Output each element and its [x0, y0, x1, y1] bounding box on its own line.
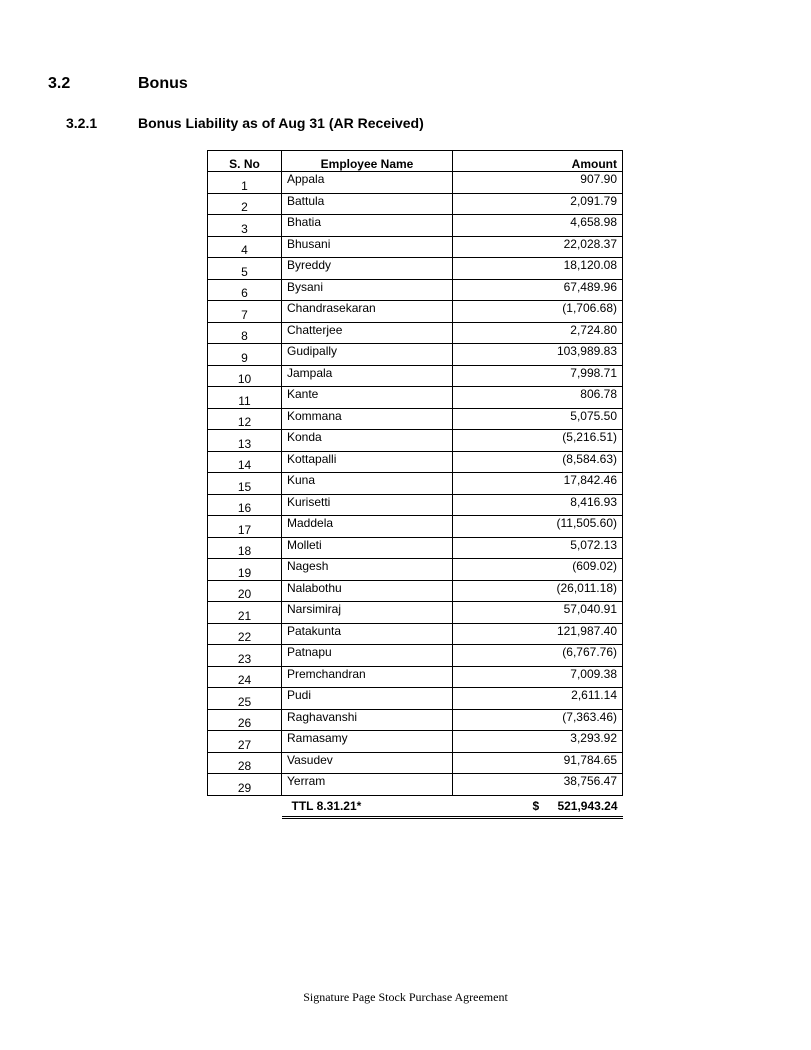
- sno-cell: 15: [208, 473, 282, 495]
- sno-cell: 4: [208, 236, 282, 258]
- employee-name-cell: Molleti: [282, 537, 453, 559]
- sno-cell: 22: [208, 623, 282, 645]
- sno-cell: 8: [208, 322, 282, 344]
- sno-cell: 25: [208, 688, 282, 710]
- amount-cell: 806.78: [453, 387, 623, 409]
- table-row: [208, 193, 623, 215]
- employee-name-cell: Premchandran: [282, 666, 453, 688]
- sno-cell: 6: [208, 279, 282, 301]
- employee-name-cell: Narsimiraj: [282, 602, 453, 624]
- employee-name-cell: Vasudev: [282, 752, 453, 774]
- employee-name-cell: Konda: [282, 430, 453, 452]
- header-amount: Amount: [453, 151, 623, 172]
- total-amount-cell: [453, 795, 623, 818]
- amount-cell: 67,489.96: [453, 279, 623, 301]
- subsection-number: 3.2.1: [66, 115, 98, 131]
- employee-name-cell: Patakunta: [282, 623, 453, 645]
- sno-cell: 21: [208, 602, 282, 624]
- employee-name-cell: Byreddy: [282, 258, 453, 280]
- table-body: [208, 172, 623, 796]
- amount-cell: 22,028.37: [453, 236, 623, 258]
- employee-name-cell: Nalabothu: [282, 580, 453, 602]
- sno-cell: 20: [208, 580, 282, 602]
- amount-cell: 91,784.65: [453, 752, 623, 774]
- sno-cell: 13: [208, 430, 282, 452]
- table-row: [208, 408, 623, 430]
- table-row: [208, 258, 623, 280]
- employee-name-cell: Kottapalli: [282, 451, 453, 473]
- amount-cell: (7,363.46): [453, 709, 623, 731]
- employee-name-cell: Bhatia: [282, 215, 453, 237]
- employee-name-cell: Pudi: [282, 688, 453, 710]
- table-row: [208, 365, 623, 387]
- employee-name-cell: Kante: [282, 387, 453, 409]
- amount-cell: 2,724.80: [453, 322, 623, 344]
- employee-name-cell: Bysani: [282, 279, 453, 301]
- amount-cell: 18,120.08: [453, 258, 623, 280]
- sno-cell: 9: [208, 344, 282, 366]
- table-header-row: [208, 151, 623, 172]
- section-heading: [48, 75, 188, 93]
- employee-name-cell: Nagesh: [282, 559, 453, 581]
- amount-cell: 2,091.79: [453, 193, 623, 215]
- table-row: [208, 709, 623, 731]
- amount-cell: (609.02): [453, 559, 623, 581]
- sno-cell: 14: [208, 451, 282, 473]
- amount-cell: 7,998.71: [453, 365, 623, 387]
- employee-name-cell: Chatterjee: [282, 322, 453, 344]
- table-row: [208, 172, 623, 194]
- total-currency: $: [532, 798, 540, 813]
- amount-cell: 5,072.13: [453, 537, 623, 559]
- total-label: TTL 8.31.21*: [282, 795, 453, 818]
- table-row: [208, 537, 623, 559]
- amount-cell: (5,216.51): [453, 430, 623, 452]
- amount-cell: 4,658.98: [453, 215, 623, 237]
- sno-cell: 11: [208, 387, 282, 409]
- table-row: [208, 602, 623, 624]
- sno-cell: 12: [208, 408, 282, 430]
- sno-cell: 24: [208, 666, 282, 688]
- table-row: [208, 451, 623, 473]
- sno-cell: 7: [208, 301, 282, 323]
- employee-name-cell: Chandrasekaran: [282, 301, 453, 323]
- table-row: [208, 623, 623, 645]
- sno-cell: 28: [208, 752, 282, 774]
- amount-cell: 7,009.38: [453, 666, 623, 688]
- amount-cell: (6,767.76): [453, 645, 623, 667]
- header-sno: S. No: [208, 151, 282, 172]
- table-row: [208, 215, 623, 237]
- amount-cell: 38,756.47: [453, 774, 623, 796]
- table-row: [208, 344, 623, 366]
- employee-name-cell: Patnapu: [282, 645, 453, 667]
- header-employee-name: Employee Name: [282, 151, 453, 172]
- amount-cell: (26,011.18): [453, 580, 623, 602]
- employee-name-cell: Gudipally: [282, 344, 453, 366]
- amount-cell: (11,505.60): [453, 516, 623, 538]
- total-row: [208, 795, 623, 818]
- employee-name-cell: Kurisetti: [282, 494, 453, 516]
- table-row: [208, 666, 623, 688]
- sno-cell: 2: [208, 193, 282, 215]
- table-row: [208, 580, 623, 602]
- table-row: [208, 387, 623, 409]
- table-row: [208, 559, 623, 581]
- amount-cell: (1,706.68): [453, 301, 623, 323]
- employee-name-cell: Kuna: [282, 473, 453, 495]
- table-row: [208, 645, 623, 667]
- table-row: [208, 774, 623, 796]
- sno-cell: 27: [208, 731, 282, 753]
- amount-cell: 907.90: [453, 172, 623, 194]
- amount-cell: 3,293.92: [453, 731, 623, 753]
- amount-cell: 2,611.14: [453, 688, 623, 710]
- subsection-title: Bonus Liability as of Aug 31 (AR Received): [138, 115, 424, 131]
- amount-cell: 5,075.50: [453, 408, 623, 430]
- section-number: 3.2: [48, 75, 71, 92]
- employee-name-cell: Kommana: [282, 408, 453, 430]
- table-row: [208, 494, 623, 516]
- section-title: Bonus: [138, 75, 188, 92]
- table-row: [208, 322, 623, 344]
- amount-cell: 103,989.83: [453, 344, 623, 366]
- subsection-heading: [66, 115, 424, 131]
- table-row: [208, 688, 623, 710]
- employee-name-cell: Raghavanshi: [282, 709, 453, 731]
- table-row: [208, 731, 623, 753]
- employee-name-cell: Ramasamy: [282, 731, 453, 753]
- sno-cell: 1: [208, 172, 282, 194]
- table-row: [208, 301, 623, 323]
- amount-cell: (8,584.63): [453, 451, 623, 473]
- sno-cell: 5: [208, 258, 282, 280]
- sno-cell: 3: [208, 215, 282, 237]
- sno-cell: 29: [208, 774, 282, 796]
- sno-cell: 17: [208, 516, 282, 538]
- sno-cell: 26: [208, 709, 282, 731]
- table-row: [208, 430, 623, 452]
- sno-cell: 16: [208, 494, 282, 516]
- amount-cell: 121,987.40: [453, 623, 623, 645]
- sno-cell: 18: [208, 537, 282, 559]
- sno-cell: 19: [208, 559, 282, 581]
- total-amount: 521,943.24: [557, 798, 618, 813]
- bonus-liability-table: [207, 150, 623, 819]
- employee-name-cell: Battula: [282, 193, 453, 215]
- amount-cell: 8,416.93: [453, 494, 623, 516]
- table-row: [208, 236, 623, 258]
- page-footer: Signature Page Stock Purchase Agreement: [303, 990, 508, 1004]
- employee-name-cell: Yerram: [282, 774, 453, 796]
- amount-cell: 57,040.91: [453, 602, 623, 624]
- employee-name-cell: Jampala: [282, 365, 453, 387]
- employee-name-cell: Maddela: [282, 516, 453, 538]
- employee-name-cell: Appala: [282, 172, 453, 194]
- table-row: [208, 516, 623, 538]
- table-row: [208, 279, 623, 301]
- sno-cell: 23: [208, 645, 282, 667]
- sno-cell: 10: [208, 365, 282, 387]
- employee-name-cell: Bhusani: [282, 236, 453, 258]
- total-blank-cell: [208, 795, 282, 818]
- table-row: [208, 473, 623, 495]
- amount-cell: 17,842.46: [453, 473, 623, 495]
- table-row: [208, 752, 623, 774]
